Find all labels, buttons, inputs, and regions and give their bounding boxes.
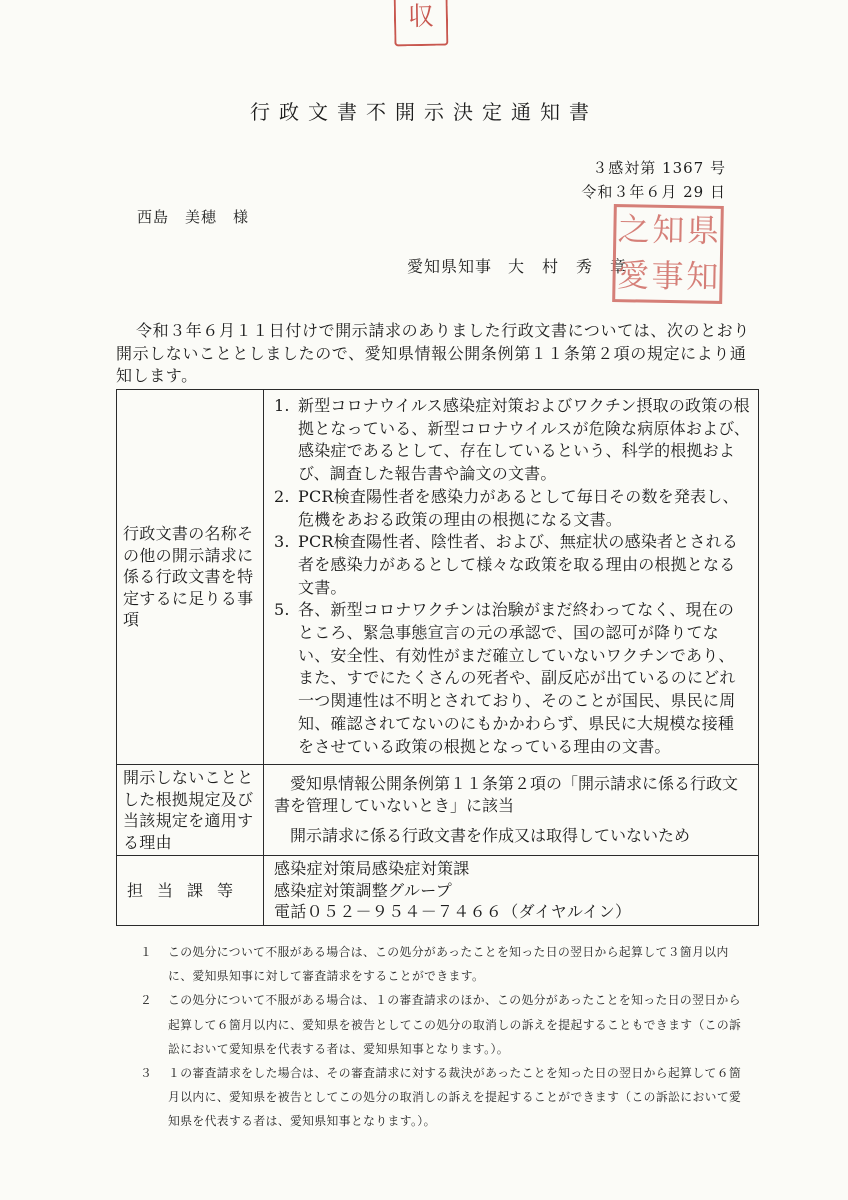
department-cell [264, 856, 759, 926]
item-number: 5. [274, 600, 290, 620]
intro-text: 令和３年６月１１日付けで開示請求のありました行政文書については、次のとおり開示しないこととしましたので、愛知県情報公開条例第１１条第２項の規定により通知します。 [116, 321, 750, 385]
documents-label: 行政文書の名称その他の開示請求に係る行政文書を特定するに足りる事項 [117, 390, 264, 765]
seal-char: 事 [651, 256, 684, 296]
decision-table [116, 389, 759, 926]
document-title: 行政文書不開示決定通知書 [250, 100, 598, 124]
document-number: ３感対第 1367 号 [592, 159, 726, 177]
note-number: １ [140, 945, 153, 959]
seal-char: 知 [652, 210, 685, 250]
sender-name: 大 村 秀 章 [508, 257, 628, 276]
sender [407, 254, 627, 277]
document-date: 令和３年６月 29 日 [581, 183, 726, 201]
list-item [274, 531, 750, 599]
note-item [140, 988, 748, 1061]
seal-char: 県 [686, 211, 720, 250]
governor-seal [612, 204, 724, 304]
receipt-stamp: 収 [394, 0, 449, 46]
recipient-name: 西島 美穂 様 [137, 208, 250, 226]
item-number: 2. [274, 486, 290, 506]
intro-paragraph [116, 320, 756, 388]
reason-label: 開示しないこととした根拠規定及び当該規定を適用する理由 [117, 765, 264, 856]
reason-provision: 愛知県情報公開条例第１１条第２項の「開示請求に係る行政文書を管理していないとき」に該当 [274, 773, 739, 815]
note-item [140, 940, 748, 988]
seal-char: 愛 [616, 256, 650, 295]
item-text: 新型コロナウイルス感染症対策およびワクチン摂取の政策の根拠となっている、新型コロナウイルスが危険な病原体および、感染症であるとして、存在しているという、科学的根拠および、調査した報告書や論文の文書。 [298, 396, 751, 484]
item-text: 各、新型コロナワクチンは治験がまだ終わってなく、現在のところ、緊急事態宣言の元の承認で、国の認可が降りてない、安全性、有効性がまだ確立していないワクチンであり、また、すでにたくさんの死者や、副反応が出ているのにどれ一つ関連性は不明とされており、そのことが国民、県民に周知、確認されてないのにもかかわらず、県民に大規模な接種をさせている政策の根拠となっている理由の文書。 [298, 600, 736, 756]
note-number: ３ [140, 1066, 153, 1081]
note-text: １の審査請求をした場合は、その審査請求に対する裁決があったことを知った日の翌日から起算して６箇月以内に、愛知県を被告としてこの処分の取消しの訴えを提起することができます（この訴訟において愛知県を代表する者は、愛知県知事となります。）。 [168, 1066, 742, 1129]
reason-cell [264, 765, 759, 856]
seal-char: 之 [617, 210, 651, 249]
department-name: 感染症対策局感染症対策課 [274, 859, 470, 879]
list-item [274, 599, 750, 758]
reason-detail: 開示請求に係る行政文書を作成又は取得していないため [290, 825, 691, 845]
item-number: 1. [274, 396, 290, 415]
item-text: PCR検査陽性者、陰性者、および、無症状の感染者とされる者を感染力があるとして様々な政策を取る理由の根拠となる文書。 [298, 532, 739, 597]
note-text: この処分について不服がある場合は、この処分があったことを知った日の翌日から起算して３箇月以内に、愛知県知事に対して審査請求をすることができます。 [168, 945, 729, 984]
list-item [274, 486, 750, 531]
list-item [274, 395, 750, 486]
note-item [140, 1061, 748, 1134]
table-row-documents [117, 390, 759, 765]
department-phone: 電話０５２－９５４－７４６６（ダイヤルイン） [274, 902, 632, 922]
document-items-list [274, 395, 750, 758]
note-text: この処分について不服がある場合は、１の審査請求のほか、この処分があったことを知った日の翌日から起算して６箇月以内に、愛知県を被告としてこの処分の取消しの訴えを提起することもできます（この訴訟において愛知県を代表する者は、愛知県知事となります。）。 [168, 993, 742, 1056]
note-number: ２ [140, 993, 153, 1008]
sender-title: 愛知県知事 [407, 257, 493, 276]
table-row-department [117, 856, 759, 926]
item-text: PCR検査陽性者を感染力があるとして毎日その数を発表し、危機をあおる政策の理由の根拠になる文書。 [298, 486, 739, 529]
appeal-notes [140, 940, 748, 1134]
seal-char: 知 [685, 257, 719, 296]
documents-cell [264, 390, 759, 765]
department-group: 感染症対策調整グループ [274, 880, 453, 900]
department-label: 担当課等 [117, 856, 264, 926]
item-number: 3. [274, 532, 290, 552]
table-row-reason [117, 765, 759, 856]
